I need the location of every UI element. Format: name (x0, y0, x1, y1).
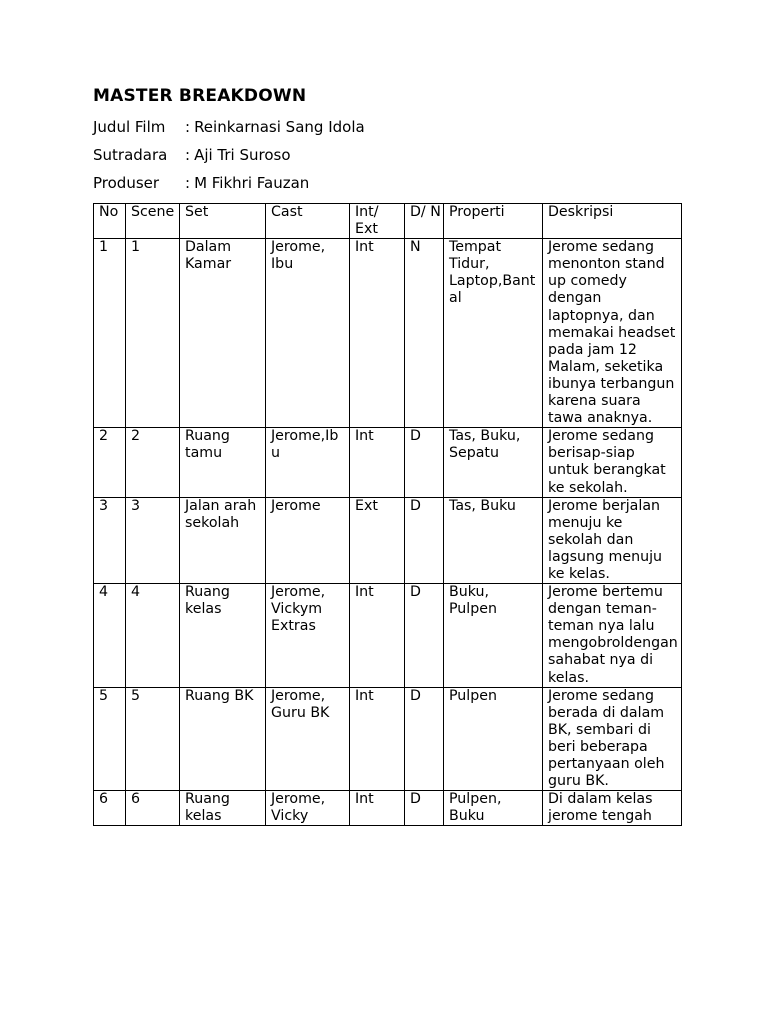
cell-day-night: D (405, 497, 444, 583)
table-header-row (94, 204, 682, 239)
cell-set: Ruang BK (180, 687, 266, 791)
meta-sutradara (93, 146, 291, 164)
cell-scene: 5 (126, 687, 180, 791)
cell-no: 2 (94, 428, 126, 497)
cell-set: Ruang kelas (180, 791, 266, 826)
cell-scene: 3 (126, 497, 180, 583)
cell-properti: Tempat Tidur, Laptop,Bantal (444, 239, 543, 428)
cell-int-ext: Ext (350, 497, 405, 583)
cell-deskripsi: Jerome berjalan menuju ke sekolah dan lagsung menuju ke kelas. (543, 497, 682, 583)
table-row (94, 497, 682, 583)
cell-cast: Jerome, Guru BK (266, 687, 350, 791)
cell-cast: Jerome (266, 497, 350, 583)
cell-day-night: N (405, 239, 444, 428)
cell-scene: 6 (126, 791, 180, 826)
cell-properti: Buku, Pulpen (444, 584, 543, 688)
cell-scene: 4 (126, 584, 180, 688)
meta-label: Judul Film (93, 118, 166, 136)
cell-no: 1 (94, 239, 126, 428)
cell-properti: Pulpen, Buku (444, 791, 543, 826)
cell-cast: Jerome,Ibu (266, 428, 350, 497)
cell-day-night: D (405, 428, 444, 497)
cell-deskripsi: Jerome sedang menonton stand up comedy dengan laptopnya, dan memakai headset pada jam 12 Malam, seketika ibunya terbangun karena suara tawa anaknya. (543, 239, 682, 428)
cell-no: 5 (94, 687, 126, 791)
meta-judul-film (93, 118, 365, 136)
cell-set: Ruang tamu (180, 428, 266, 497)
document-title: MASTER BREAKDOWN (93, 86, 307, 106)
meta-separator: : (185, 118, 191, 136)
cell-set: Dalam Kamar (180, 239, 266, 428)
header-scene: Scene (126, 204, 180, 239)
table-row (94, 584, 682, 688)
header-day-night: D/ N (405, 204, 444, 239)
cell-int-ext: Int (350, 428, 405, 497)
meta-separator: : (185, 146, 191, 164)
header-deskripsi: Deskripsi (543, 204, 682, 239)
cell-no: 4 (94, 584, 126, 688)
header-set: Set (180, 204, 266, 239)
cell-set: Jalan arah sekolah (180, 497, 266, 583)
cell-day-night: D (405, 687, 444, 791)
table-row (94, 428, 682, 497)
table-row (94, 687, 682, 791)
cell-int-ext: Int (350, 791, 405, 826)
cell-day-night: D (405, 584, 444, 688)
meta-separator: : (185, 174, 191, 192)
cell-deskripsi: Jerome sedang berisap-siap untuk berangkat ke sekolah. (543, 428, 682, 497)
meta-label: Produser (93, 174, 160, 192)
cell-scene: 2 (126, 428, 180, 497)
meta-value: Aji Tri Suroso (194, 146, 291, 164)
meta-produser (93, 174, 309, 192)
header-properti: Properti (444, 204, 543, 239)
table-row (94, 239, 682, 428)
cell-properti: Pulpen (444, 687, 543, 791)
meta-value: Reinkarnasi Sang Idola (194, 118, 365, 136)
breakdown-table (93, 203, 682, 826)
header-int-ext: Int/ Ext (350, 204, 405, 239)
header-no: No (94, 204, 126, 239)
cell-int-ext: Int (350, 687, 405, 791)
cell-properti: Tas, Buku (444, 497, 543, 583)
cell-day-night: D (405, 791, 444, 826)
cell-properti: Tas, Buku, Sepatu (444, 428, 543, 497)
cell-no: 3 (94, 497, 126, 583)
cell-set: Ruang kelas (180, 584, 266, 688)
cell-cast: Jerome, Ibu (266, 239, 350, 428)
cell-int-ext: Int (350, 239, 405, 428)
cell-deskripsi: Di dalam kelas jerome tengah (543, 791, 682, 826)
meta-label: Sutradara (93, 146, 168, 164)
meta-value: M Fikhri Fauzan (194, 174, 310, 192)
cell-deskripsi: Jerome bertemu dengan teman-teman nya lalu mengobroldengan sahabat nya di kelas. (543, 584, 682, 688)
cell-cast: Jerome, Vickym Extras (266, 584, 350, 688)
cell-no: 6 (94, 791, 126, 826)
cell-cast: Jerome, Vicky (266, 791, 350, 826)
cell-int-ext: Int (350, 584, 405, 688)
table-row (94, 791, 682, 826)
cell-deskripsi: Jerome sedang berada di dalam BK, sembari di beri beberapa pertanyaan oleh guru BK. (543, 687, 682, 791)
cell-scene: 1 (126, 239, 180, 428)
header-cast: Cast (266, 204, 350, 239)
